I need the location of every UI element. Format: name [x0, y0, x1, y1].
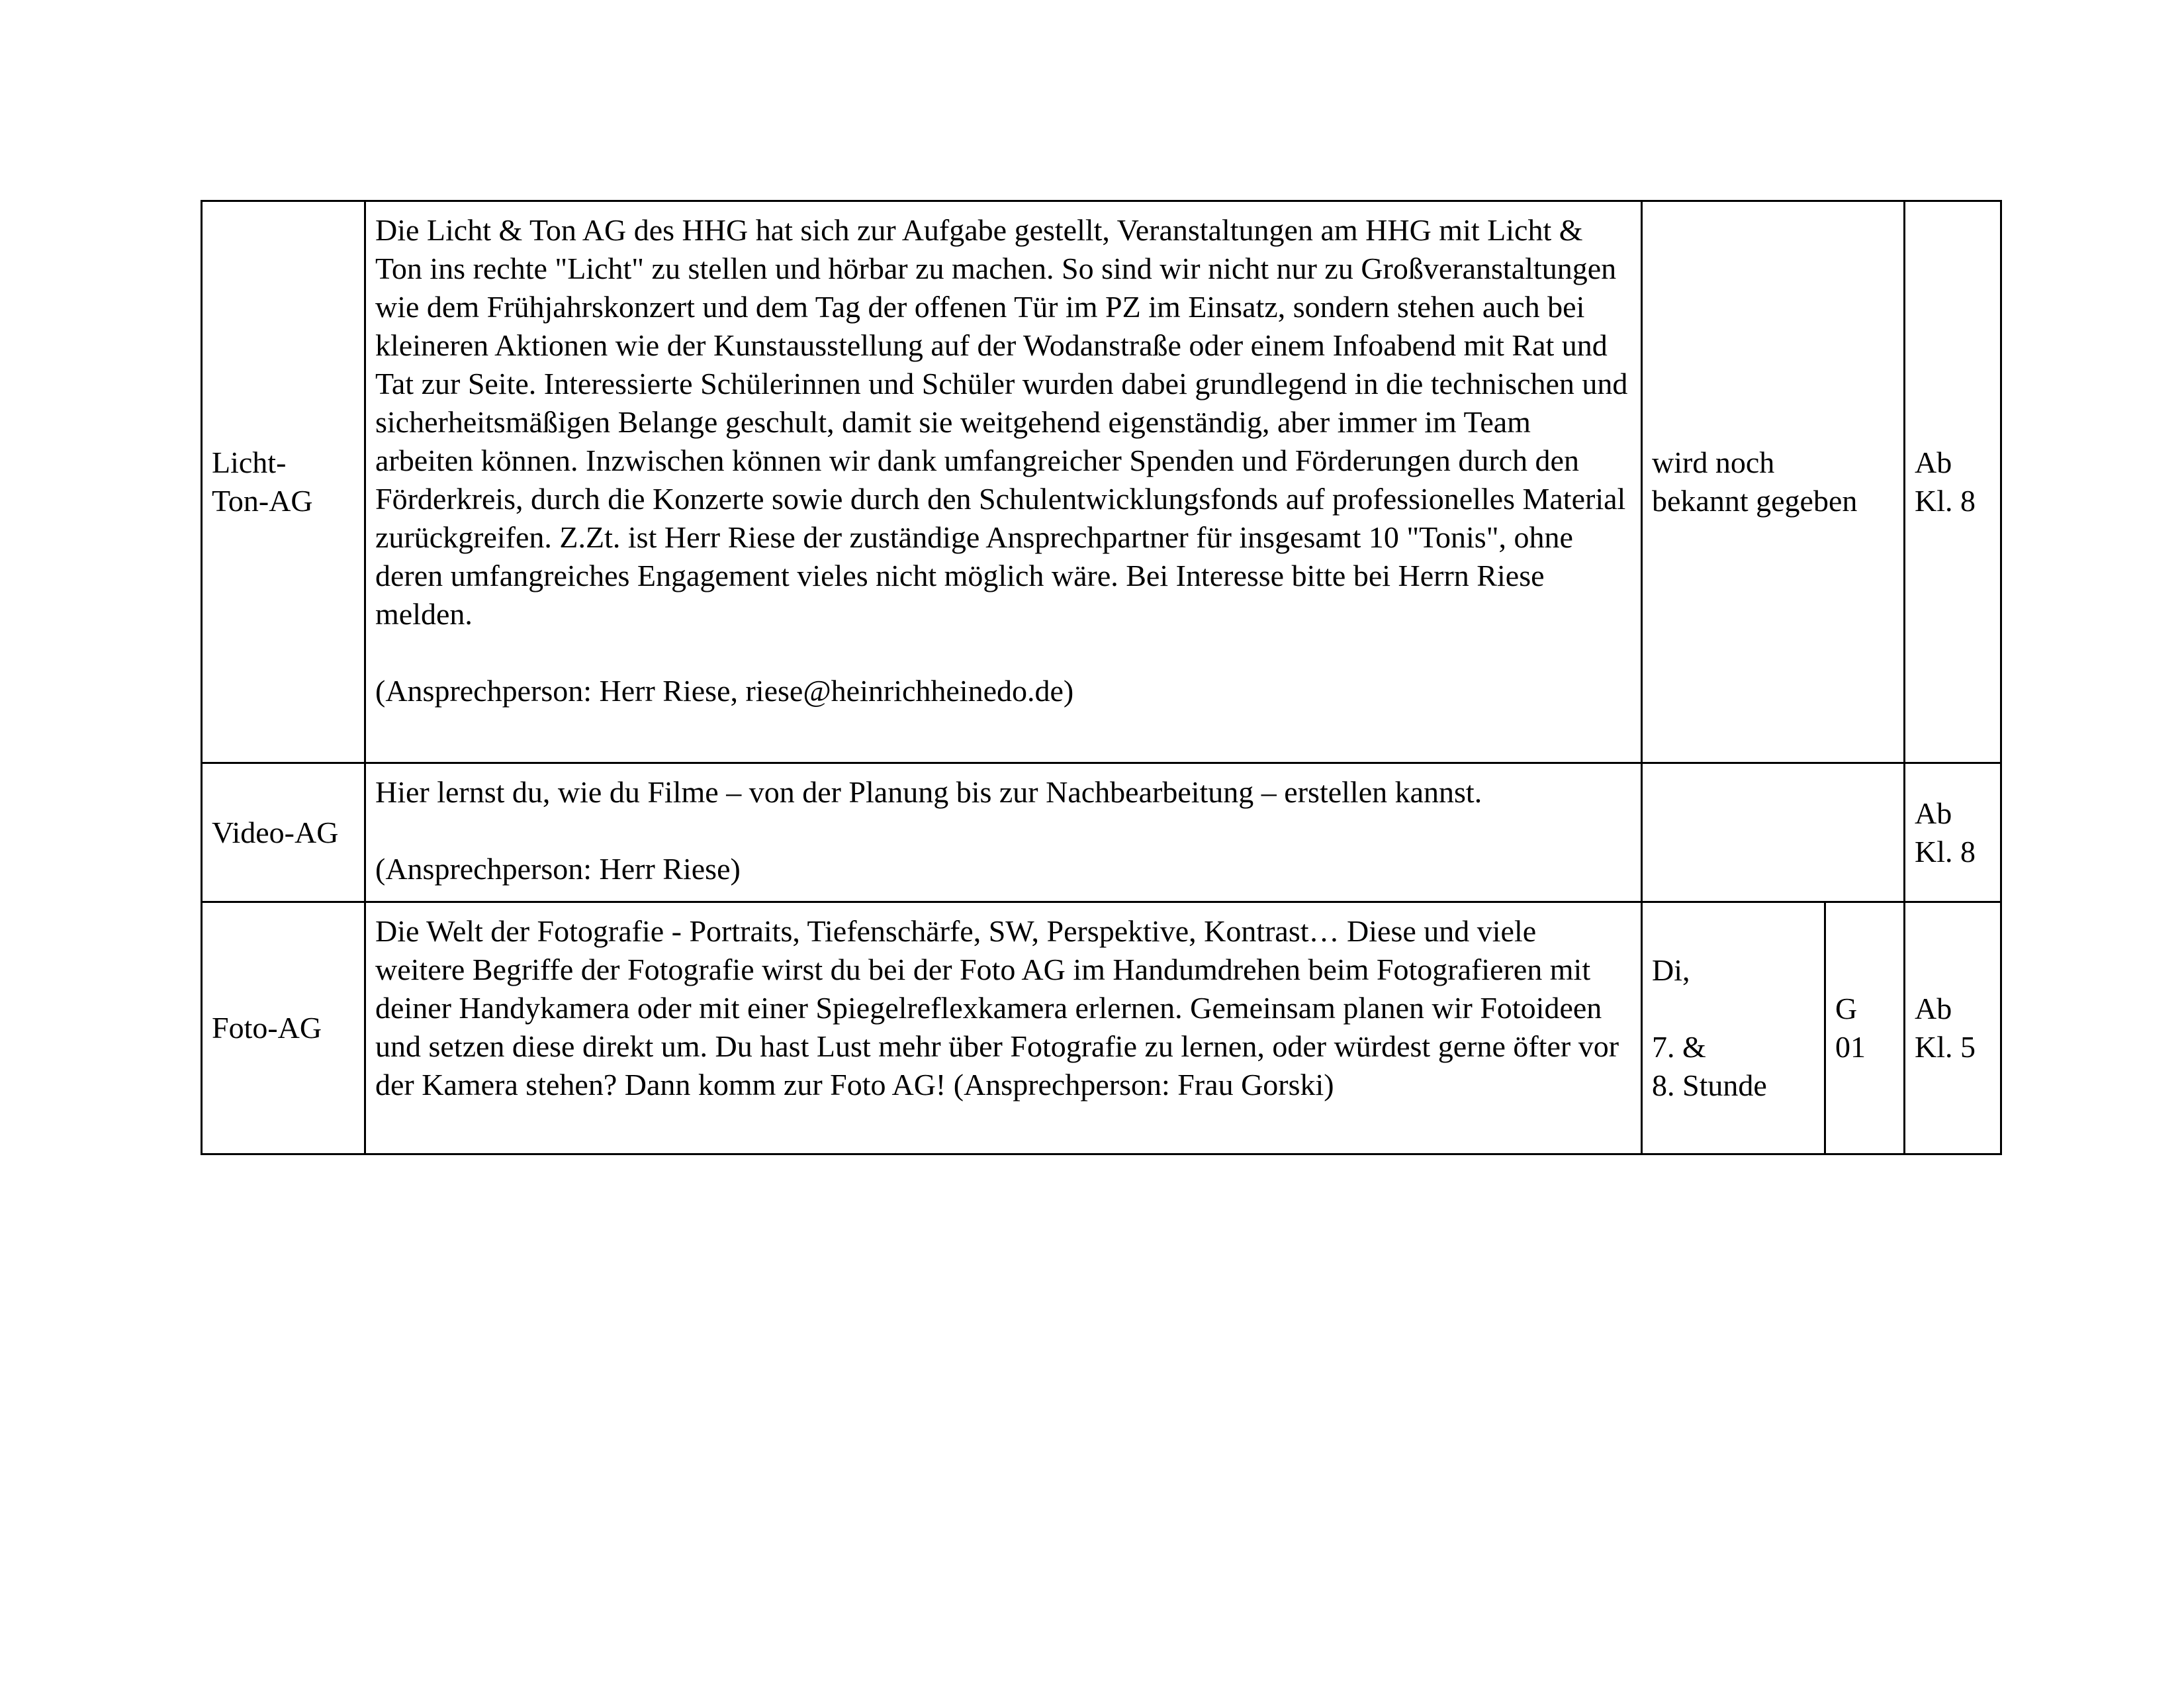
ag-grade: Ab Kl. 5 — [1915, 992, 1976, 1064]
table-row — [202, 763, 2001, 902]
ag-grade-cell — [1905, 763, 2001, 902]
ag-room: G 01 — [1835, 992, 1866, 1064]
ag-description: Hier lernst du, wie du Filme – von der Planung bis zur Nachbearbeitung – erstellen kannst. — [375, 775, 1482, 809]
ag-name-cell — [202, 763, 365, 902]
ag-time: Di, 7. & 8. Stunde — [1652, 953, 1767, 1102]
table-row — [202, 201, 2001, 763]
ag-name-cell — [202, 201, 365, 763]
ag-description-cell — [365, 201, 1642, 763]
ag-name: Licht- Ton-AG — [212, 445, 313, 518]
ag-time: wird noch bekannt gegeben — [1652, 445, 1858, 518]
ag-description: Die Welt der Fotografie - Portraits, Tiefenschärfe, SW, Perspektive, Kontrast… Diese und viele weitere Begriffe der Fotografie wirst du bei der Foto AG im Handumdrehen beim Fotografieren mit deiner Handykamera oder mit einer Spiegelreflexkamera erlernen. Gemeinsam planen wir Fotoideen und setzen diese direkt um. Du hast Lust mehr über Fotografie zu lernen, oder würdest gerne öfter vor der Kamera stehen? Dann komm zur Foto AG! (Ansprechperson: Frau Gorski) — [375, 914, 1619, 1102]
ag-description-cell — [365, 763, 1642, 902]
ag-table — [201, 200, 2002, 1155]
ag-description-cell — [365, 902, 1642, 1154]
ag-contact: (Ansprechperson: Herr Riese, riese@heinrichheinedo.de) — [375, 674, 1074, 708]
ag-time-cell — [1642, 763, 1905, 902]
ag-grade: Ab Kl. 8 — [1915, 796, 1976, 868]
ag-grade-cell — [1905, 201, 2001, 763]
ag-name-cell — [202, 902, 365, 1154]
ag-grade: Ab Kl. 8 — [1915, 445, 1976, 518]
ag-time-cell — [1642, 902, 1825, 1154]
ag-grade-cell — [1905, 902, 2001, 1154]
ag-room-cell — [1825, 902, 1905, 1154]
table-row — [202, 902, 2001, 1154]
ag-name: Video-AG — [212, 815, 339, 849]
ag-name: Foto-AG — [212, 1011, 322, 1045]
ag-contact: (Ansprechperson: Herr Riese) — [375, 852, 741, 886]
ag-description: Die Licht & Ton AG des HHG hat sich zur Aufgabe gestellt, Veranstaltungen am HHG mit Licht & Ton ins rechte "Licht" zu stellen und hörbar zu machen. So sind wir nicht nur zu Großveranstaltungen wie dem Frühjahrskonzert und dem Tag der offenen Tür im PZ im Einsatz, sondern stehen auch bei kleineren Aktionen wie der Kunstausstellung auf der Wodanstraße oder einem Infoabend mit Rat und Tat zur Seite. Interessierte Schülerinnen und Schüler wurden dabei grundlegend in die technischen und sicherheitsmäßigen Belange geschult, damit sie weitgehend eigenständig, aber immer im Team arbeiten können. Inzwischen können wir dank umfangreicher Spenden und Förderungen durch den Förderkreis, durch die Konzerte sowie durch den Schulentwicklungsfonds auf professionelles Material zurückgreifen. Z.Zt. ist Herr Riese der zuständige Ansprechpartner für insgesamt 10 "Tonis", ohne deren umfangreiches Engagement vieles nicht möglich wäre. Bei Interesse bitte bei Herrn Riese melden. — [375, 213, 1628, 631]
ag-time-cell — [1642, 201, 1905, 763]
